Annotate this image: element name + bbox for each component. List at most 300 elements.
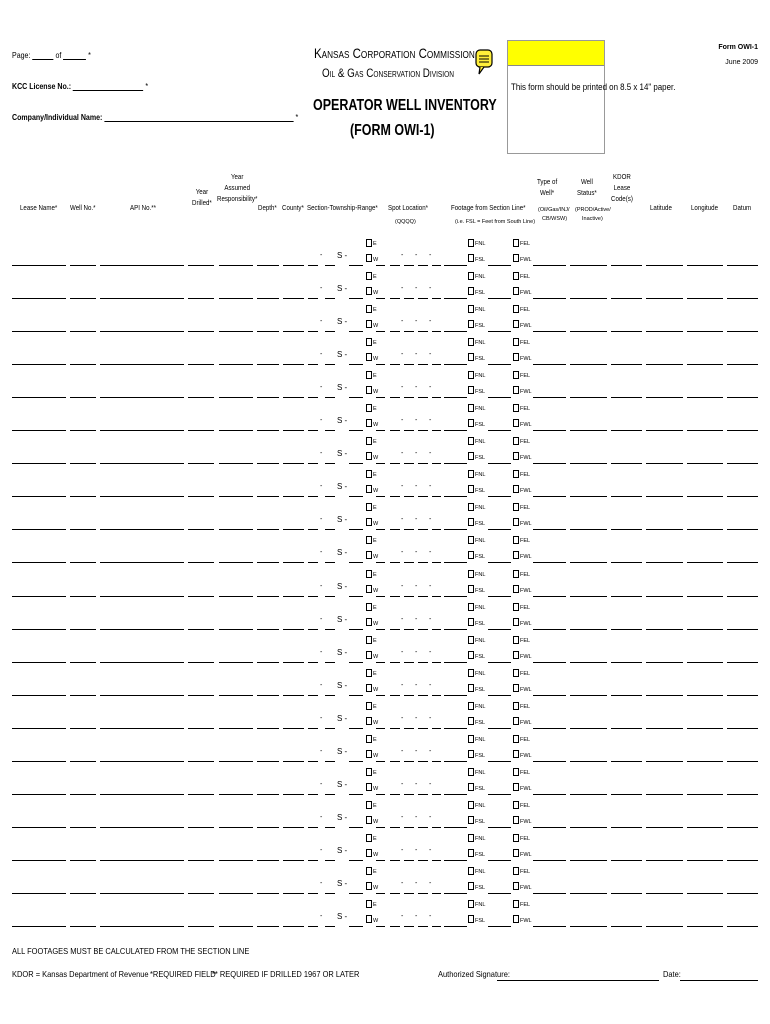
spot-q2-input[interactable] [404,390,414,398]
api-no-input[interactable] [100,886,184,894]
east-checkbox[interactable] [366,570,372,578]
spot-q3-input[interactable] [418,655,428,663]
kdor-code-input[interactable] [611,622,642,630]
township-input[interactable] [325,853,335,861]
api-no-input[interactable] [100,688,184,696]
township-input[interactable] [325,522,335,530]
fn-footage-input[interactable] [444,754,467,762]
spot-q1-input[interactable] [390,291,400,299]
year-assumed-input[interactable] [219,754,253,762]
spot-q1-input[interactable] [390,555,400,563]
fwl-checkbox[interactable] [513,254,519,262]
datum-input[interactable] [727,258,758,266]
year-assumed-input[interactable] [219,390,253,398]
well-no-input[interactable] [70,853,96,861]
east-checkbox[interactable] [366,834,372,842]
east-checkbox[interactable] [366,536,372,544]
fwl-checkbox[interactable] [513,915,519,923]
fe-footage-input[interactable] [488,721,511,729]
spot-q3-input[interactable] [418,390,428,398]
fsl-checkbox[interactable] [468,618,474,626]
datum-input[interactable] [727,688,758,696]
township-input[interactable] [325,787,335,795]
longitude-input[interactable] [687,853,723,861]
year-assumed-input[interactable] [219,258,253,266]
fnl-checkbox[interactable] [468,702,474,710]
lease-name-input[interactable] [12,721,66,729]
spot-q1-input[interactable] [390,589,400,597]
year-drilled-input[interactable] [188,919,214,927]
section-input[interactable] [308,522,318,530]
fel-checkbox[interactable] [513,900,519,908]
year-assumed-input[interactable] [219,456,253,464]
api-no-input[interactable] [100,919,184,927]
fel-checkbox[interactable] [513,570,519,578]
depth-input[interactable] [257,489,279,497]
year-assumed-input[interactable] [219,655,253,663]
township-input[interactable] [325,324,335,332]
fnl-checkbox[interactable] [468,437,474,445]
kdor-code-input[interactable] [611,555,642,563]
well-status-input[interactable] [570,324,607,332]
datum-input[interactable] [727,655,758,663]
depth-input[interactable] [257,555,279,563]
spot-q3-input[interactable] [418,886,428,894]
fe-footage-input[interactable] [488,555,511,563]
spot-q2-input[interactable] [404,291,414,299]
spot-q1-input[interactable] [390,258,400,266]
county-input[interactable] [283,853,304,861]
section-input[interactable] [308,423,318,431]
spot-q3-input[interactable] [418,688,428,696]
depth-input[interactable] [257,622,279,630]
spot-q4-input[interactable] [432,820,441,828]
township-input[interactable] [325,655,335,663]
depth-input[interactable] [257,522,279,530]
longitude-input[interactable] [687,555,723,563]
company-name-input[interactable] [104,112,293,122]
west-checkbox[interactable] [366,320,372,328]
fel-checkbox[interactable] [513,867,519,875]
spot-q2-input[interactable] [404,489,414,497]
well-status-input[interactable] [570,721,607,729]
type-of-well-input[interactable] [533,787,566,795]
kdor-code-input[interactable] [611,489,642,497]
depth-input[interactable] [257,357,279,365]
depth-input[interactable] [257,721,279,729]
spot-q1-input[interactable] [390,456,400,464]
fsl-checkbox[interactable] [468,485,474,493]
year-drilled-input[interactable] [188,291,214,299]
fnl-checkbox[interactable] [468,669,474,677]
well-status-input[interactable] [570,258,607,266]
latitude-input[interactable] [646,291,683,299]
fe-footage-input[interactable] [488,688,511,696]
fe-footage-input[interactable] [488,522,511,530]
spot-q4-input[interactable] [432,489,441,497]
range-number-input[interactable] [349,489,363,497]
township-input[interactable] [325,390,335,398]
spot-q1-input[interactable] [390,787,400,795]
spot-q4-input[interactable] [432,721,441,729]
fsl-checkbox[interactable] [468,452,474,460]
latitude-input[interactable] [646,655,683,663]
spot-q4-input[interactable] [432,258,441,266]
depth-input[interactable] [257,688,279,696]
latitude-input[interactable] [646,390,683,398]
spot-q2-input[interactable] [404,754,414,762]
fwl-checkbox[interactable] [513,452,519,460]
api-no-input[interactable] [100,522,184,530]
east-checkbox[interactable] [366,239,372,247]
kdor-code-input[interactable] [611,589,642,597]
kdor-code-input[interactable] [611,522,642,530]
fwl-checkbox[interactable] [513,783,519,791]
spot-q3-input[interactable] [418,589,428,597]
kdor-code-input[interactable] [611,357,642,365]
fnl-checkbox[interactable] [468,239,474,247]
fwl-checkbox[interactable] [513,750,519,758]
api-no-input[interactable] [100,258,184,266]
well-no-input[interactable] [70,688,96,696]
depth-input[interactable] [257,754,279,762]
fnl-checkbox[interactable] [468,768,474,776]
type-of-well-input[interactable] [533,688,566,696]
latitude-input[interactable] [646,820,683,828]
spot-q2-input[interactable] [404,622,414,630]
lease-name-input[interactable] [12,555,66,563]
fwl-checkbox[interactable] [513,485,519,493]
fsl-checkbox[interactable] [468,651,474,659]
spot-q2-input[interactable] [404,423,414,431]
west-checkbox[interactable] [366,651,372,659]
longitude-input[interactable] [687,721,723,729]
township-input[interactable] [325,555,335,563]
well-status-input[interactable] [570,291,607,299]
spot-q4-input[interactable] [432,886,441,894]
api-no-input[interactable] [100,754,184,762]
longitude-input[interactable] [687,423,723,431]
year-assumed-input[interactable] [219,291,253,299]
county-input[interactable] [283,489,304,497]
fwl-checkbox[interactable] [513,353,519,361]
api-no-input[interactable] [100,423,184,431]
latitude-input[interactable] [646,589,683,597]
type-of-well-input[interactable] [533,820,566,828]
section-input[interactable] [308,853,318,861]
kcc-license-input[interactable] [73,81,143,91]
west-checkbox[interactable] [366,882,372,890]
datum-input[interactable] [727,754,758,762]
year-assumed-input[interactable] [219,688,253,696]
fwl-checkbox[interactable] [513,651,519,659]
depth-input[interactable] [257,291,279,299]
type-of-well-input[interactable] [533,258,566,266]
datum-input[interactable] [727,886,758,894]
west-checkbox[interactable] [366,915,372,923]
year-assumed-input[interactable] [219,886,253,894]
well-no-input[interactable] [70,886,96,894]
east-checkbox[interactable] [366,470,372,478]
spot-q2-input[interactable] [404,853,414,861]
west-checkbox[interactable] [366,254,372,262]
section-input[interactable] [308,456,318,464]
county-input[interactable] [283,655,304,663]
spot-q1-input[interactable] [390,853,400,861]
fe-footage-input[interactable] [488,853,511,861]
api-no-input[interactable] [100,555,184,563]
fel-checkbox[interactable] [513,503,519,511]
year-drilled-input[interactable] [188,589,214,597]
county-input[interactable] [283,721,304,729]
well-status-input[interactable] [570,390,607,398]
range-number-input[interactable] [349,919,363,927]
depth-input[interactable] [257,324,279,332]
spot-q3-input[interactable] [418,291,428,299]
lease-name-input[interactable] [12,456,66,464]
fnl-checkbox[interactable] [468,338,474,346]
township-input[interactable] [325,291,335,299]
fel-checkbox[interactable] [513,470,519,478]
spot-q2-input[interactable] [404,787,414,795]
east-checkbox[interactable] [366,669,372,677]
longitude-input[interactable] [687,390,723,398]
fn-footage-input[interactable] [444,622,467,630]
kdor-code-input[interactable] [611,853,642,861]
spot-q3-input[interactable] [418,456,428,464]
depth-input[interactable] [257,886,279,894]
fel-checkbox[interactable] [513,404,519,412]
well-no-input[interactable] [70,622,96,630]
fsl-checkbox[interactable] [468,783,474,791]
lease-name-input[interactable] [12,489,66,497]
type-of-well-input[interactable] [533,456,566,464]
fsl-checkbox[interactable] [468,386,474,394]
lease-name-input[interactable] [12,886,66,894]
spot-q4-input[interactable] [432,291,441,299]
range-number-input[interactable] [349,721,363,729]
spot-q4-input[interactable] [432,390,441,398]
fel-checkbox[interactable] [513,305,519,313]
spot-q1-input[interactable] [390,489,400,497]
west-checkbox[interactable] [366,485,372,493]
depth-input[interactable] [257,258,279,266]
county-input[interactable] [283,820,304,828]
latitude-input[interactable] [646,754,683,762]
range-number-input[interactable] [349,655,363,663]
east-checkbox[interactable] [366,636,372,644]
fe-footage-input[interactable] [488,423,511,431]
fel-checkbox[interactable] [513,702,519,710]
well-status-input[interactable] [570,357,607,365]
east-checkbox[interactable] [366,603,372,611]
spot-q3-input[interactable] [418,555,428,563]
type-of-well-input[interactable] [533,853,566,861]
fn-footage-input[interactable] [444,655,467,663]
longitude-input[interactable] [687,489,723,497]
spot-q4-input[interactable] [432,655,441,663]
fnl-checkbox[interactable] [468,536,474,544]
fnl-checkbox[interactable] [468,305,474,313]
spot-q3-input[interactable] [418,258,428,266]
kdor-code-input[interactable] [611,787,642,795]
year-drilled-input[interactable] [188,886,214,894]
lease-name-input[interactable] [12,688,66,696]
west-checkbox[interactable] [366,386,372,394]
east-checkbox[interactable] [366,867,372,875]
fsl-checkbox[interactable] [468,750,474,758]
spot-q1-input[interactable] [390,522,400,530]
spot-q3-input[interactable] [418,820,428,828]
west-checkbox[interactable] [366,551,372,559]
fn-footage-input[interactable] [444,357,467,365]
well-no-input[interactable] [70,919,96,927]
fnl-checkbox[interactable] [468,834,474,842]
fn-footage-input[interactable] [444,886,467,894]
spot-q4-input[interactable] [432,919,441,927]
well-no-input[interactable] [70,423,96,431]
township-input[interactable] [325,489,335,497]
longitude-input[interactable] [687,655,723,663]
fe-footage-input[interactable] [488,258,511,266]
east-checkbox[interactable] [366,404,372,412]
spot-q3-input[interactable] [418,721,428,729]
fnl-checkbox[interactable] [468,735,474,743]
year-drilled-input[interactable] [188,688,214,696]
section-input[interactable] [308,754,318,762]
west-checkbox[interactable] [366,618,372,626]
fwl-checkbox[interactable] [513,585,519,593]
section-input[interactable] [308,787,318,795]
type-of-well-input[interactable] [533,622,566,630]
spot-q2-input[interactable] [404,258,414,266]
datum-input[interactable] [727,622,758,630]
year-assumed-input[interactable] [219,589,253,597]
well-status-input[interactable] [570,919,607,927]
year-assumed-input[interactable] [219,357,253,365]
type-of-well-input[interactable] [533,390,566,398]
spot-q4-input[interactable] [432,456,441,464]
township-input[interactable] [325,423,335,431]
township-input[interactable] [325,589,335,597]
year-assumed-input[interactable] [219,522,253,530]
type-of-well-input[interactable] [533,522,566,530]
fn-footage-input[interactable] [444,489,467,497]
spot-q1-input[interactable] [390,688,400,696]
range-number-input[interactable] [349,622,363,630]
well-no-input[interactable] [70,489,96,497]
lease-name-input[interactable] [12,291,66,299]
type-of-well-input[interactable] [533,357,566,365]
depth-input[interactable] [257,390,279,398]
fnl-checkbox[interactable] [468,272,474,280]
api-no-input[interactable] [100,324,184,332]
year-drilled-input[interactable] [188,555,214,563]
county-input[interactable] [283,919,304,927]
county-input[interactable] [283,291,304,299]
west-checkbox[interactable] [366,419,372,427]
well-status-input[interactable] [570,589,607,597]
range-number-input[interactable] [349,357,363,365]
spot-q4-input[interactable] [432,589,441,597]
fe-footage-input[interactable] [488,291,511,299]
kdor-code-input[interactable] [611,688,642,696]
county-input[interactable] [283,357,304,365]
well-status-input[interactable] [570,522,607,530]
fsl-checkbox[interactable] [468,320,474,328]
fn-footage-input[interactable] [444,522,467,530]
fel-checkbox[interactable] [513,669,519,677]
fel-checkbox[interactable] [513,735,519,743]
year-drilled-input[interactable] [188,423,214,431]
section-input[interactable] [308,886,318,894]
kdor-code-input[interactable] [611,456,642,464]
fe-footage-input[interactable] [488,754,511,762]
west-checkbox[interactable] [366,353,372,361]
depth-input[interactable] [257,456,279,464]
county-input[interactable] [283,589,304,597]
fwl-checkbox[interactable] [513,717,519,725]
fsl-checkbox[interactable] [468,551,474,559]
latitude-input[interactable] [646,423,683,431]
longitude-input[interactable] [687,589,723,597]
west-checkbox[interactable] [366,684,372,692]
lease-name-input[interactable] [12,390,66,398]
fwl-checkbox[interactable] [513,882,519,890]
fnl-checkbox[interactable] [468,603,474,611]
county-input[interactable] [283,423,304,431]
spot-q3-input[interactable] [418,622,428,630]
section-input[interactable] [308,390,318,398]
spot-q3-input[interactable] [418,919,428,927]
spot-q2-input[interactable] [404,919,414,927]
lease-name-input[interactable] [12,423,66,431]
api-no-input[interactable] [100,622,184,630]
spot-q2-input[interactable] [404,522,414,530]
well-no-input[interactable] [70,357,96,365]
api-no-input[interactable] [100,655,184,663]
east-checkbox[interactable] [366,702,372,710]
type-of-well-input[interactable] [533,423,566,431]
range-number-input[interactable] [349,390,363,398]
section-input[interactable] [308,291,318,299]
year-assumed-input[interactable] [219,853,253,861]
fsl-checkbox[interactable] [468,585,474,593]
kdor-code-input[interactable] [611,754,642,762]
latitude-input[interactable] [646,489,683,497]
fsl-checkbox[interactable] [468,353,474,361]
section-input[interactable] [308,324,318,332]
latitude-input[interactable] [646,721,683,729]
well-status-input[interactable] [570,423,607,431]
range-number-input[interactable] [349,291,363,299]
type-of-well-input[interactable] [533,886,566,894]
fsl-checkbox[interactable] [468,419,474,427]
lease-name-input[interactable] [12,853,66,861]
fe-footage-input[interactable] [488,324,511,332]
well-no-input[interactable] [70,456,96,464]
year-assumed-input[interactable] [219,555,253,563]
well-no-input[interactable] [70,820,96,828]
range-number-input[interactable] [349,688,363,696]
township-input[interactable] [325,622,335,630]
depth-input[interactable] [257,589,279,597]
well-no-input[interactable] [70,721,96,729]
county-input[interactable] [283,522,304,530]
date-input[interactable] [680,972,758,981]
fnl-checkbox[interactable] [468,404,474,412]
county-input[interactable] [283,754,304,762]
